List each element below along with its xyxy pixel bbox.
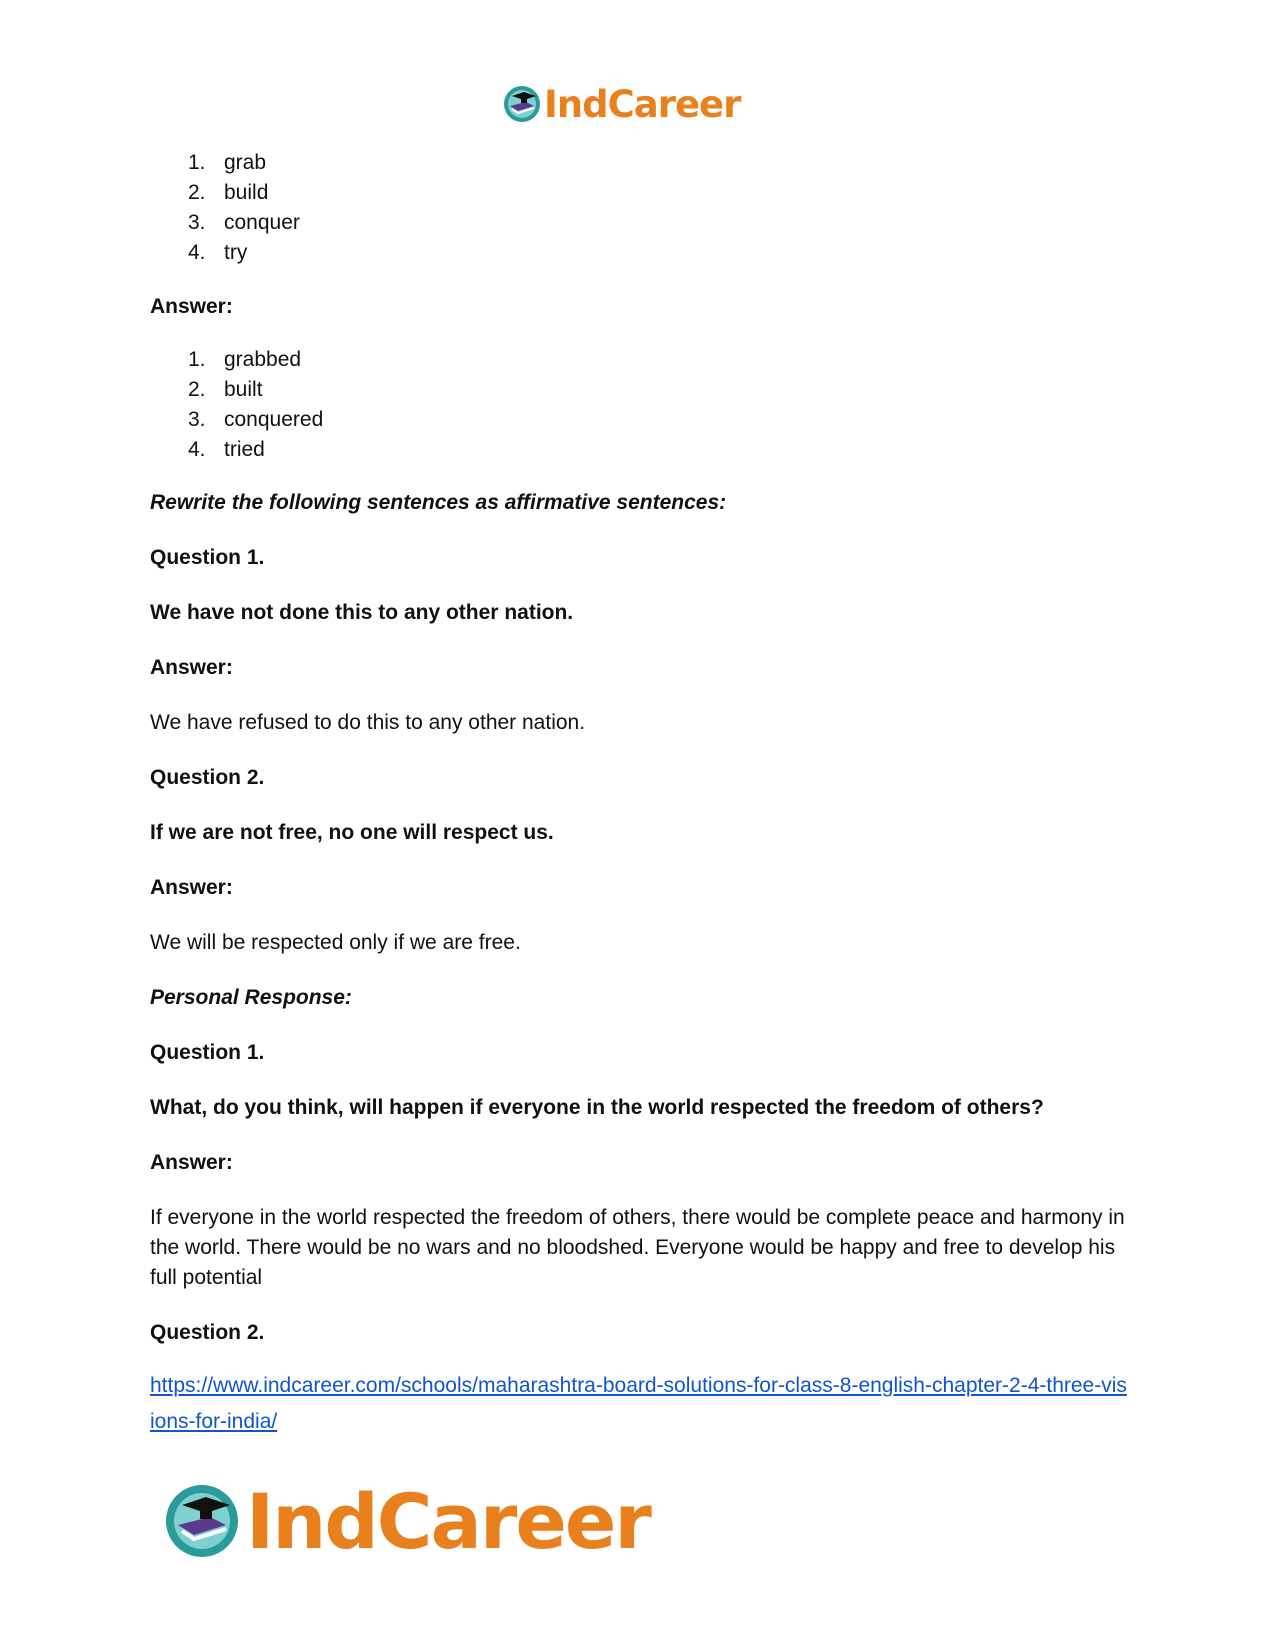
graduation-book-icon <box>502 84 542 124</box>
section-heading: Rewrite the following sentences as affirmative sentences: <box>150 491 727 514</box>
section-heading: Personal Response: <box>150 986 352 1009</box>
answer-label: Answer: <box>150 656 233 679</box>
answer-text: We have refused to do this to any other nation. <box>150 711 586 734</box>
list-item: 2. build <box>188 181 269 204</box>
list-item: 4. try <box>188 241 248 264</box>
answer-label: Answer: <box>150 1151 233 1174</box>
brand-name: IndCareer <box>246 1476 650 1566</box>
list-item: 4. tried <box>188 438 265 461</box>
question-label: Question 1. <box>150 546 265 569</box>
header-logo <box>502 80 772 128</box>
brand-name: IndCareer <box>544 82 741 126</box>
question-text: If we are not free, no one will respect us. <box>150 821 554 844</box>
list-item: 3. conquered <box>188 408 324 431</box>
source-link[interactable]: https://www.indcareer.com/schools/maharashtra-board-solutions-for-class-8-english-chapter-2-4-three-visions-for-india/ <box>150 1374 1127 1433</box>
question-label: Question 2. <box>150 1321 265 1344</box>
past-tense-list <box>150 345 1130 465</box>
question-label: Question 1. <box>150 1041 265 1064</box>
answer-label: Answer: <box>150 295 233 318</box>
answer-text: If everyone in the world respected the freedom of others, there would be complete peace and harmony in the world. There would be no wars and no bloodshed. Everyone would be happy and free to develop his full potential <box>150 1206 1125 1289</box>
question-label: Question 2. <box>150 766 265 789</box>
answer-text: We will be respected only if we are free. <box>150 931 521 954</box>
list-item: 1. grab <box>188 151 267 174</box>
question-text: We have not done this to any other nation. <box>150 601 574 624</box>
list-item: 3. conquer <box>188 211 300 234</box>
question-text: What, do you think, will happen if everyone in the world respected the freedom of others? <box>150 1096 1044 1119</box>
graduation-book-icon <box>162 1481 242 1561</box>
footer-logo <box>162 1473 702 1569</box>
verbs-list <box>150 148 1130 268</box>
list-item: 2. built <box>188 378 263 401</box>
page-content <box>150 148 1130 1440</box>
answer-label: Answer: <box>150 876 233 899</box>
list-item: 1. grabbed <box>188 348 302 371</box>
